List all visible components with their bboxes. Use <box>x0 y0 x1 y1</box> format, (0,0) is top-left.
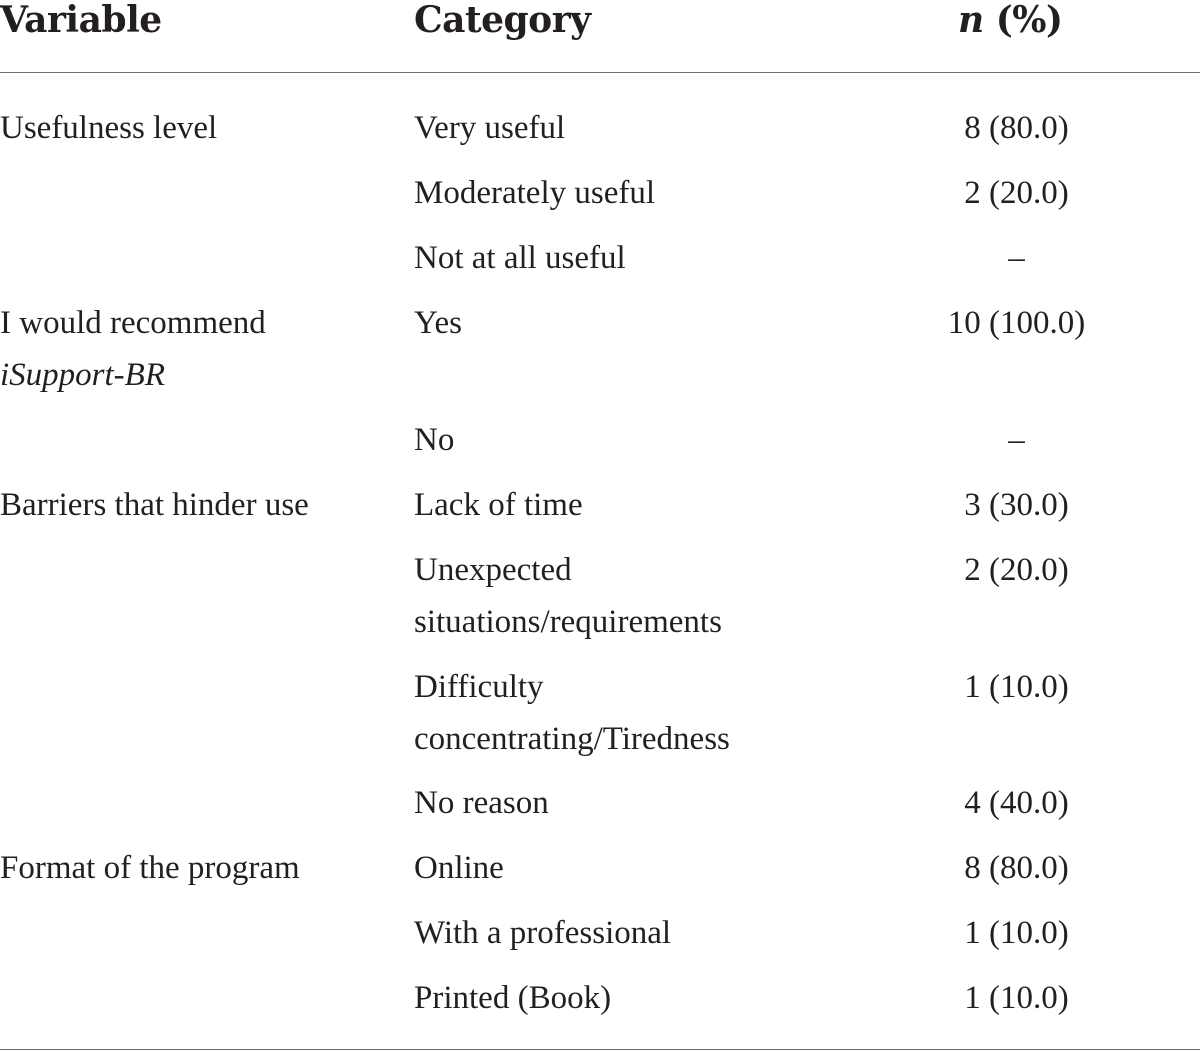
footer-rule <box>0 1049 1200 1050</box>
cell-n-yes: 10 (100.0) <box>947 305 1086 341</box>
header-variable: Variable <box>0 0 162 41</box>
cell-n-printed: 1 (10.0) <box>964 980 1069 1016</box>
cell-variable-recommend: I would recommend <box>0 305 266 341</box>
header-n-percent <box>958 0 1063 40</box>
cell-category-professional: With a professional <box>414 915 672 951</box>
cell-n-difficulty: 1 (10.0) <box>964 669 1069 705</box>
cell-category-yes: Yes <box>414 305 463 341</box>
cell-n-not-useful: – <box>1008 240 1025 276</box>
header-category: Category <box>414 0 591 41</box>
header-percent-symbol: (%) <box>983 0 1063 41</box>
cell-category-unexpected: Unexpected <box>414 552 572 588</box>
cell-variable-format: Format of the program <box>0 850 300 886</box>
cell-n-moderately-useful: 2 (20.0) <box>964 175 1069 211</box>
cell-n-professional: 1 (10.0) <box>964 915 1069 951</box>
header-rule <box>0 72 1200 73</box>
cell-category-moderately-useful: Moderately useful <box>414 175 656 211</box>
cell-category-printed: Printed (Book) <box>414 980 612 1016</box>
cell-variable-recommend-program: iSupport-BR <box>0 357 165 393</box>
header-n-symbol: n <box>958 0 984 41</box>
cell-category-online: Online <box>414 850 504 886</box>
cell-n-online: 8 (80.0) <box>964 850 1069 886</box>
cell-category-difficulty-line2: concentrating/Tiredness <box>414 721 730 757</box>
cell-category-no-reason: No reason <box>414 785 549 821</box>
cell-n-very-useful: 8 (80.0) <box>964 110 1069 146</box>
cell-variable-barriers: Barriers that hinder use <box>0 487 309 523</box>
cell-n-unexpected: 2 (20.0) <box>964 552 1069 588</box>
cell-n-no: – <box>1008 422 1025 458</box>
cell-category-not-useful: Not at all useful <box>414 240 626 276</box>
cell-variable-usefulness: Usefulness level <box>0 110 218 146</box>
cell-category-lack-of-time: Lack of time <box>414 487 583 523</box>
cell-n-no-reason: 4 (40.0) <box>964 785 1069 821</box>
cell-category-unexpected-line2: situations/requirements <box>414 604 722 640</box>
cell-category-difficulty: Difficulty <box>414 669 544 705</box>
cell-category-no: No <box>414 422 455 458</box>
cell-category-very-useful: Very useful <box>414 110 566 146</box>
cell-n-lack-of-time: 3 (30.0) <box>964 487 1069 523</box>
